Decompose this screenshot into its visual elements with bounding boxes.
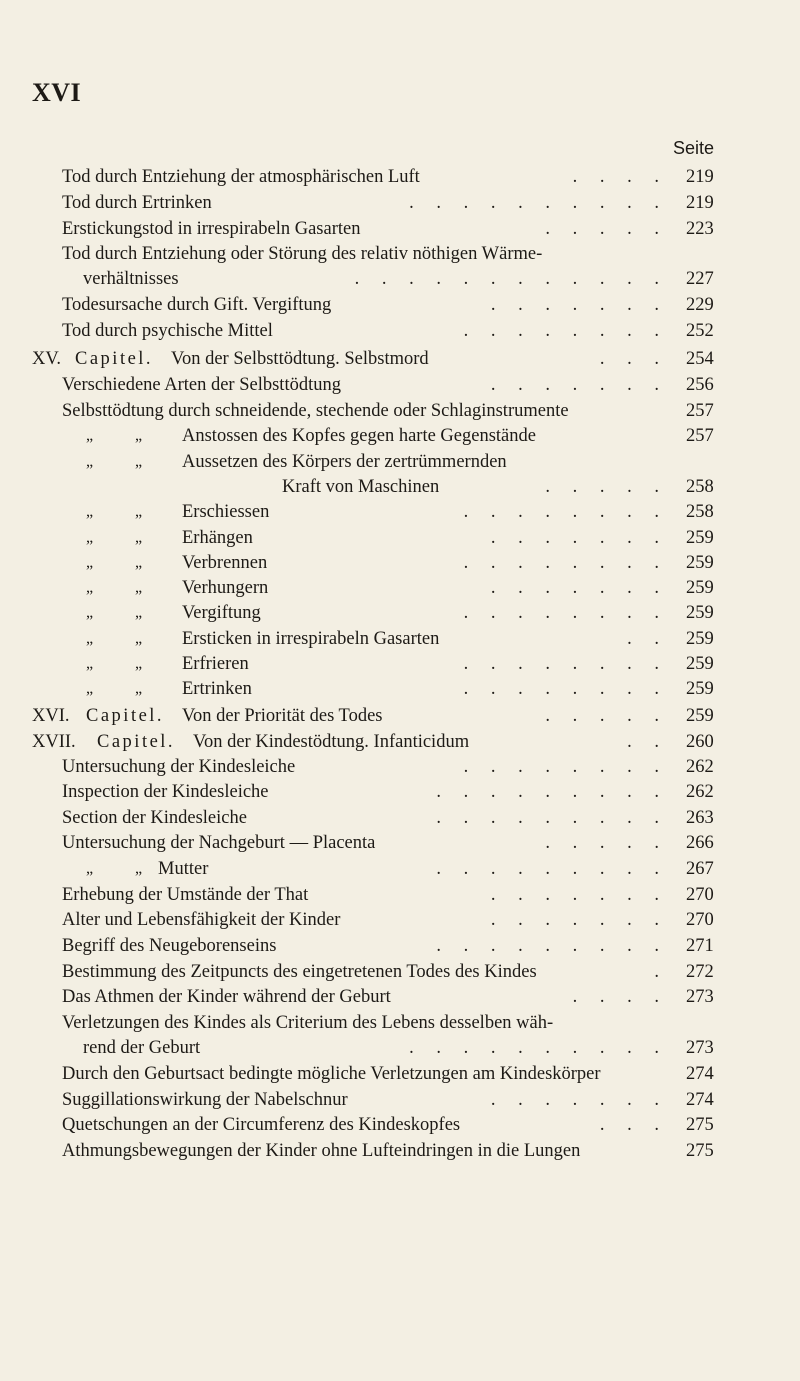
page-number: XVI [32, 78, 82, 107]
toc-entry [0, 1035, 800, 1061]
entry-title: Bestimmung des Zeitpuncts des eingetretenen Todes des Kindes [62, 962, 537, 982]
ditto-mark: „ [135, 630, 143, 647]
dot-leader: . . . . . . . . . [436, 936, 668, 956]
page-ref: 259 [686, 706, 714, 726]
entry-title: Tod durch psychische Mittel [62, 321, 273, 341]
page-ref: 271 [686, 936, 714, 956]
dot-leader: . . . . . . . [490, 1090, 668, 1110]
page-ref: 275 [686, 1141, 714, 1161]
toc-entry [0, 600, 800, 626]
ditto-mark: „ [86, 453, 94, 470]
dot-leader: . . . . . . . . [463, 553, 668, 573]
ditto-mark: „ [86, 604, 94, 621]
page-ref: 257 [686, 401, 714, 421]
page-ref: 252 [686, 321, 714, 341]
page-ref: 273 [686, 987, 714, 1007]
dot-leader: . [654, 962, 668, 982]
dot-leader: . . . . . . . . [463, 679, 668, 699]
dot-leader: . . . . . . . . . . [409, 1038, 668, 1058]
dot-leader: . . . [599, 349, 668, 369]
ditto-mark: „ [86, 427, 94, 444]
page-ref: 229 [686, 295, 714, 315]
toc-entry [0, 779, 800, 805]
entry-title: Von der Selbsttödtung. Selbstmord [171, 349, 429, 369]
ditto-mark: „ [135, 655, 143, 672]
entry-title: Begriff des Neugeborenseins [62, 936, 277, 956]
toc-entry [0, 959, 800, 985]
toc-entry [0, 1112, 800, 1138]
dot-leader: . . . . . . . [490, 885, 668, 905]
entry-title: Durch den Geburtsact bedingte mögliche Verletzungen am Kindeskörper [62, 1064, 601, 1084]
dot-leader: . . [627, 629, 668, 649]
toc-entry [0, 550, 800, 576]
entry-title: Kraft von Maschinen [282, 477, 440, 497]
toc-entry [0, 164, 800, 190]
toc-entry [0, 805, 800, 831]
page-ref: 258 [686, 477, 714, 497]
page-ref: 270 [686, 910, 714, 930]
page-ref: 258 [686, 502, 714, 522]
page-ref: 274 [686, 1064, 714, 1084]
ditto-mark: „ [86, 579, 94, 596]
ditto-mark: „ [86, 503, 94, 520]
toc-entry [0, 346, 800, 372]
page-ref: 223 [686, 219, 714, 239]
dot-leader: . . . . . . . . . . [409, 193, 668, 213]
entry-title: Selbsttödtung durch schneidende, stechende oder Schlaginstrumente [62, 401, 569, 421]
page-column-header: Seite [673, 138, 715, 158]
page-ref: 259 [686, 528, 714, 548]
entry-title: Section der Kindesleiche [62, 808, 247, 828]
dot-leader: . . . . . . . [490, 375, 668, 395]
dot-leader: . . [627, 732, 668, 752]
page-ref: 267 [686, 859, 714, 879]
chapter-number: XV. [32, 349, 61, 369]
entry-title: Suggillationswirkung der Nabelschnur [62, 1090, 348, 1110]
entry-title: verhältnisses [83, 269, 179, 289]
dot-leader: . . . . . . . . [463, 603, 668, 623]
chapter-word: Capitel. [97, 732, 176, 752]
entry-title: Verletzungen des Kindes als Criterium des Lebens desselben wäh- [62, 1013, 554, 1033]
dot-leader: . . . . . . . . . [436, 859, 668, 879]
toc-entry [0, 984, 800, 1010]
dot-leader: . . . . [572, 167, 668, 187]
toc-entry [0, 1138, 800, 1164]
dot-leader: . . . . . . . . . . . . [354, 269, 668, 289]
ditto-mark: „ [86, 529, 94, 546]
dot-leader: . . . . . . . [490, 295, 668, 315]
entry-title: Todesursache durch Gift. Vergiftung [62, 295, 332, 315]
toc-entry [0, 626, 800, 652]
entry-title: Erstickungstod in irrespirabeln Gasarten [62, 219, 361, 239]
entry-title: Von der Priorität des Todes [182, 706, 383, 726]
ditto-mark: „ [135, 554, 143, 571]
page-ref: 273 [686, 1038, 714, 1058]
entry-title: Erfrieren [182, 654, 249, 674]
toc-entry [0, 241, 800, 267]
dot-leader: . . . . . . . . . [436, 782, 668, 802]
page-ref: 275 [686, 1115, 714, 1135]
toc-entry [0, 499, 800, 525]
page-ref: 274 [686, 1090, 714, 1110]
toc-entry [0, 729, 800, 755]
page-ref: 256 [686, 375, 714, 395]
toc-entry [0, 525, 800, 551]
entry-title: rend der Geburt [83, 1038, 201, 1058]
entry-title: Anstossen des Kopfes gegen harte Gegenstände [182, 426, 536, 446]
ditto-mark: „ [135, 503, 143, 520]
toc-entry [0, 474, 800, 500]
ditto-mark: „ [135, 579, 143, 596]
dot-leader: . . . . . . . . [463, 502, 668, 522]
ditto-mark: „ [86, 554, 94, 571]
page-ref: 270 [686, 885, 714, 905]
ditto-mark: „ [135, 529, 143, 546]
entry-title: Tod durch Entziehung der atmosphärischen Luft [62, 167, 420, 187]
entry-title: Erschiessen [182, 502, 270, 522]
page-ref: 259 [686, 553, 714, 573]
page-ref: 227 [686, 269, 714, 289]
toc-entry [0, 318, 800, 344]
dot-leader: . . . [599, 1115, 668, 1135]
entry-title: Ersticken in irrespirabeln Gasarten [182, 629, 440, 649]
page-ref: 219 [686, 167, 714, 187]
entry-title: Tod durch Ertrinken [62, 193, 212, 213]
toc-entry [0, 372, 800, 398]
entry-title: Quetschungen an der Circumferenz des Kindeskopfes [62, 1115, 461, 1135]
toc-entry [0, 1061, 800, 1087]
dot-leader: . . . . . . . . . [436, 808, 668, 828]
toc-entry [0, 651, 800, 677]
toc-entry [0, 266, 800, 292]
ditto-mark: „ [86, 680, 94, 697]
ditto-mark: „ [135, 427, 143, 444]
page-ref: 266 [686, 833, 714, 853]
toc-entry [0, 830, 800, 856]
page-ref: 263 [686, 808, 714, 828]
dot-leader: . . . . . . . [490, 528, 668, 548]
dot-leader: . . . . . . . [490, 578, 668, 598]
entry-title: Ertrinken [182, 679, 252, 699]
entry-title: Tod durch Entziehung oder Störung des relativ nöthigen Wärme- [62, 244, 543, 264]
entry-title: Vergiftung [182, 603, 261, 623]
chapter-word: Capitel. [86, 706, 165, 726]
entry-title: Verhungern [182, 578, 269, 598]
chapter-number: XVI. [32, 706, 70, 726]
entry-title: Alter und Lebensfähigkeit der Kinder [62, 910, 341, 930]
dot-leader: . . . . . [545, 706, 668, 726]
toc-entry [0, 856, 800, 882]
toc-entry [0, 423, 800, 449]
page-ref: 254 [686, 349, 714, 369]
toc-entry [0, 1010, 800, 1036]
entry-title: Aussetzen des Körpers der zertrümmernden [182, 452, 507, 472]
page-ref: 262 [686, 757, 714, 777]
page-ref: 257 [686, 426, 714, 446]
toc-entry [0, 292, 800, 318]
ditto-mark: „ [86, 655, 94, 672]
dot-leader: . . . . . [545, 219, 668, 239]
chapter-word: Capitel. [75, 349, 154, 369]
ditto-mark: „ [135, 453, 143, 470]
ditto-mark: „ [135, 604, 143, 621]
ditto-mark: „ [86, 630, 94, 647]
entry-title: Verbrennen [182, 553, 268, 573]
entry-title: Erhängen [182, 528, 253, 548]
entry-title: Das Athmen der Kinder während der Geburt [62, 987, 391, 1007]
entry-title: Verschiedene Arten der Selbsttödtung [62, 375, 341, 395]
toc-entry [0, 449, 800, 475]
ditto-mark: „ [135, 680, 143, 697]
toc-entry [0, 676, 800, 702]
page-ref: 259 [686, 629, 714, 649]
chapter-number: XVII. [32, 732, 76, 752]
entry-title: Von der Kindestödtung. Infanticidum [193, 732, 470, 752]
page-ref: 259 [686, 603, 714, 623]
toc-entry [0, 907, 800, 933]
dot-leader: . . . . . . . . [463, 321, 668, 341]
toc-entry [0, 190, 800, 216]
page-ref: 259 [686, 679, 714, 699]
entry-title: Untersuchung der Nachgeburt — Placenta [62, 833, 376, 853]
dot-leader: . . . . . . . [490, 910, 668, 930]
entry-title: Erhebung der Umstände der That [62, 885, 309, 905]
entry-title: Mutter [158, 859, 209, 879]
page-ref: 219 [686, 193, 714, 213]
dot-leader: . . . . . . . . [463, 757, 668, 777]
toc-entry [0, 882, 800, 908]
toc-entry [0, 933, 800, 959]
dot-leader: . . . . . . . . [463, 654, 668, 674]
toc-entry [0, 398, 800, 424]
page-ref: 259 [686, 578, 714, 598]
page-ref: 272 [686, 962, 714, 982]
dot-leader: . . . . . [545, 833, 668, 853]
toc-entry [0, 216, 800, 242]
page-ref: 260 [686, 732, 714, 752]
toc-entry [0, 754, 800, 780]
ditto-mark: „ [86, 860, 94, 877]
ditto-mark: „ [135, 860, 143, 877]
dot-leader: . . . . . [545, 477, 668, 497]
entry-title: Untersuchung der Kindesleiche [62, 757, 296, 777]
dot-leader: . . . . [572, 987, 668, 1007]
page-ref: 259 [686, 654, 714, 674]
toc-entry [0, 703, 800, 729]
page-ref: 262 [686, 782, 714, 802]
toc-entry [0, 575, 800, 601]
toc-entry [0, 1087, 800, 1113]
entry-title: Athmungsbewegungen der Kinder ohne Lufteindringen in die Lungen [62, 1141, 581, 1161]
entry-title: Inspection der Kindesleiche [62, 782, 269, 802]
